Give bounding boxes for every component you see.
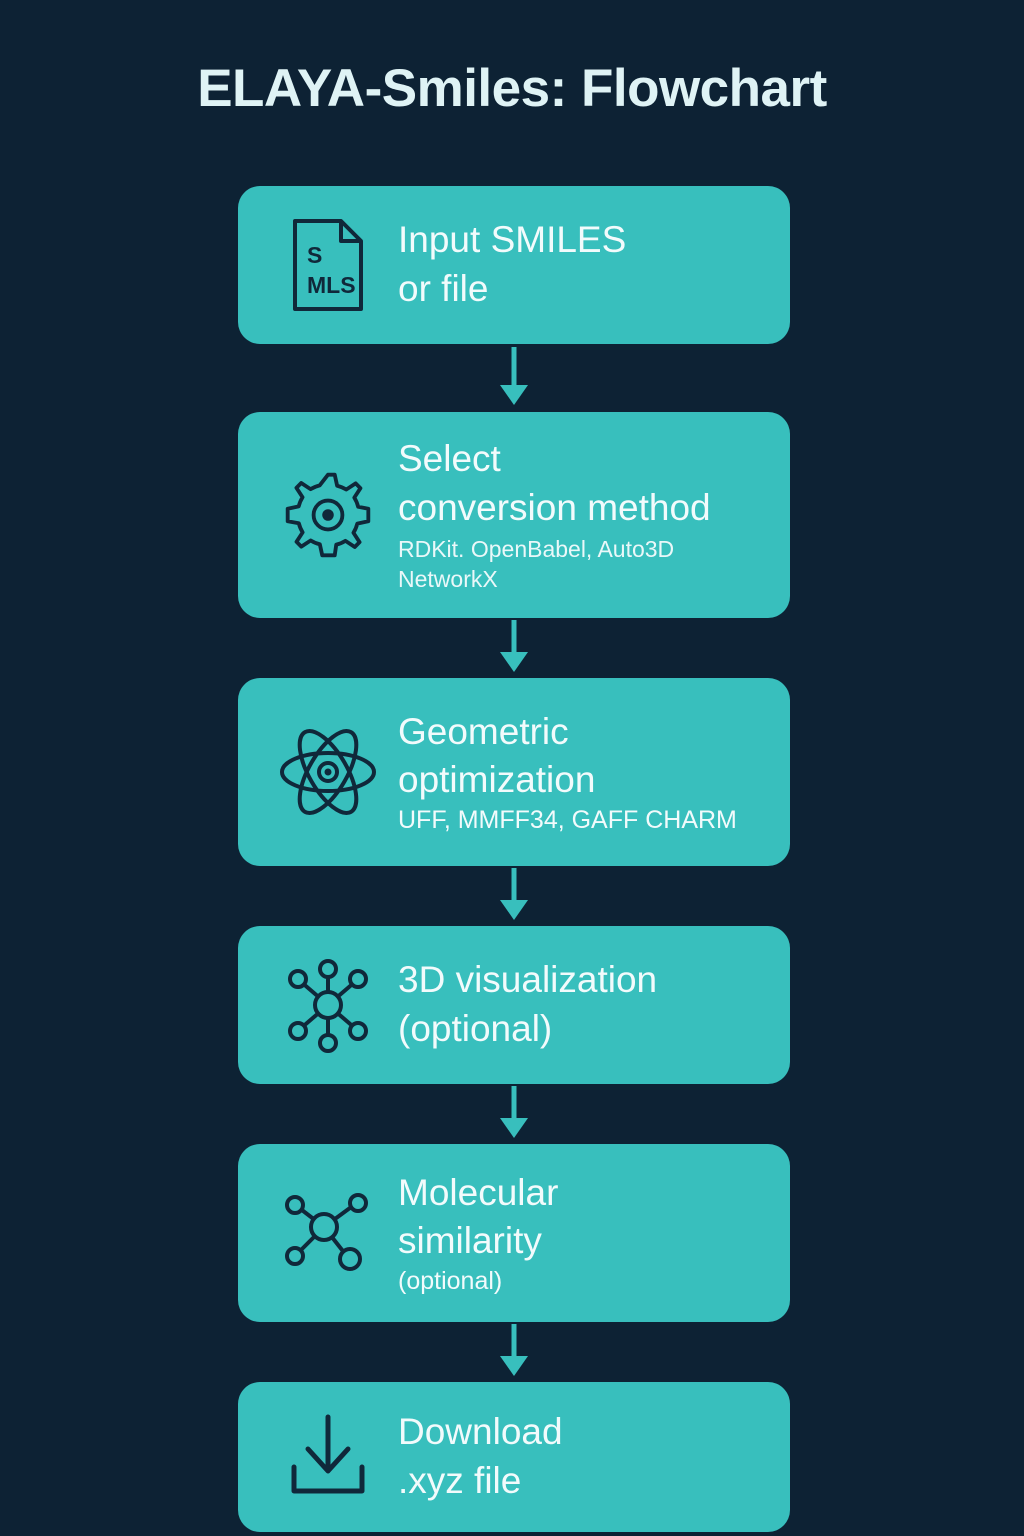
flow-arrow-1: [238, 344, 790, 412]
download-icon: [276, 1405, 380, 1509]
step-line-1: 3D visualization: [398, 959, 658, 1001]
step-line-1: Molecular: [398, 1171, 559, 1213]
step-subtext: (optional): [398, 1267, 503, 1296]
smiles-file-icon: [276, 213, 380, 317]
molecule-3d-icon: [276, 953, 380, 1057]
flow-arrow-4: [238, 1084, 790, 1144]
flow-step-text: [380, 956, 667, 1054]
step-line-1: Input SMILES: [398, 219, 627, 261]
flow-arrow-2: [238, 618, 790, 678]
flow-step-text: [380, 1169, 568, 1298]
svg-text:MLS: MLS: [307, 272, 356, 298]
flow-step-download-xyz[interactable]: [238, 1382, 790, 1532]
atom-icon: [276, 720, 380, 824]
flow-step-input-smiles[interactable]: [238, 186, 790, 344]
flow-step-text: [380, 216, 636, 314]
flow-step-text: [380, 708, 747, 837]
flow-step-geometric-optimization[interactable]: [238, 678, 790, 866]
step-subtext: UFF, MMFF34, GAFF CHARM: [398, 806, 737, 835]
gear-icon: [276, 463, 380, 567]
step-line-2: similarity: [398, 1220, 542, 1262]
step-line-1: Geometric: [398, 710, 569, 752]
flow-step-text: [380, 435, 790, 594]
step-line-1: Download: [398, 1411, 563, 1453]
page-title: ELAYA-Smiles: Flowchart: [197, 59, 827, 118]
molecule-similarity-icon: [276, 1181, 380, 1285]
step-line-2: conversion method: [398, 487, 711, 529]
flow-arrow-3: [238, 866, 790, 926]
flow-step-molecular-similarity[interactable]: [238, 1144, 790, 1322]
flow-step-text: [380, 1408, 573, 1506]
step-line-2: (optional): [398, 1008, 553, 1049]
step-line-2: or file: [398, 268, 489, 309]
svg-text:S: S: [307, 242, 323, 268]
step-subtext: RDKit. OpenBabel, Auto3D NetworkX: [398, 535, 675, 592]
flow-step-select-conversion-method[interactable]: [238, 412, 790, 618]
step-line-1: Select: [398, 438, 501, 480]
step-line-2: optimization: [398, 759, 596, 801]
flow-step-3d-visualization[interactable]: [238, 926, 790, 1084]
step-line-2: .xyz file: [398, 1460, 522, 1501]
flowchart-steps: [238, 186, 790, 1532]
flow-arrow-5: [238, 1322, 790, 1382]
